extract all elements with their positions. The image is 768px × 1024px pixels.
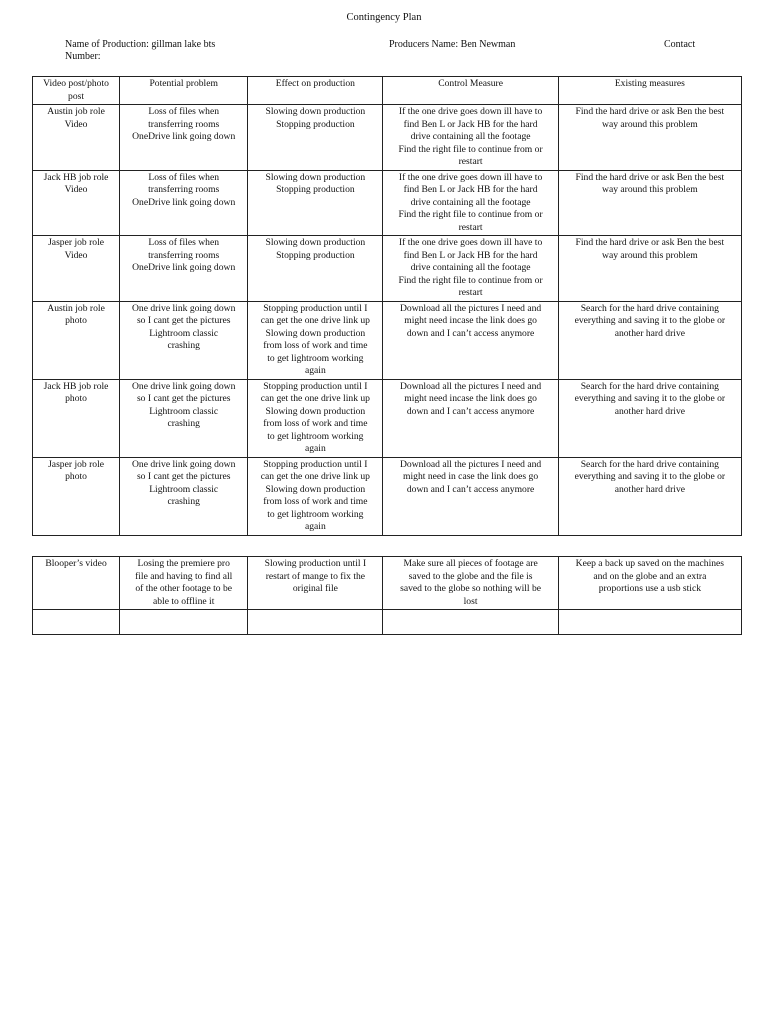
blooper-table (32, 556, 742, 635)
control-line: restart (458, 221, 483, 233)
problem-line: Loss of files when (148, 237, 219, 248)
problem-line: of the other footage to be (135, 583, 233, 594)
existing-line: everything and saving it to the globe or (574, 315, 726, 326)
existing-line: Search for the hard drive containing (580, 380, 719, 392)
header-cell: Video post/photo post (33, 77, 120, 105)
production-name: Name of Production: gillman lake bts (65, 39, 216, 50)
effect-line: Slowing down production (265, 106, 366, 117)
control-line: drive containing all the footage (410, 131, 531, 142)
control-cell (383, 557, 558, 610)
control-line: might need in case the link does go (403, 471, 539, 482)
existing-line: Find the hard drive or ask Ben the best (575, 106, 725, 117)
effect-line: Slowing down production (265, 405, 366, 417)
effect-line: Stopping production until I (263, 380, 368, 392)
table-row (33, 105, 742, 171)
control-cell (383, 236, 558, 302)
control-line: Find the right file to continue from or (398, 209, 543, 220)
post-line: photo (65, 393, 87, 404)
problem-line: Loss of files when (148, 106, 219, 117)
problem-line: OneDrive link going down (132, 131, 236, 142)
existing-cell (558, 170, 741, 236)
effect-cell (248, 236, 383, 302)
post-cell (33, 170, 120, 236)
contingency-table (32, 76, 742, 536)
existing-line: Search for the hard drive containing (580, 458, 719, 470)
problem-line: crashing (167, 418, 200, 429)
existing-line: everything and saving it to the globe or (574, 471, 726, 482)
existing-line: proportions use a usb stick (598, 583, 702, 594)
existing-line: way around this problem (602, 184, 698, 195)
problem-line: OneDrive link going down (132, 196, 236, 208)
effect-cell (248, 457, 383, 535)
control-line: down and I can’t access anymore (406, 405, 535, 417)
effect-cell (248, 301, 383, 379)
existing-cell (558, 557, 741, 610)
post-cell (33, 301, 120, 379)
post-line: Jasper job role (48, 458, 105, 470)
effect-line: again (304, 365, 326, 376)
document-title: Contingency Plan (346, 12, 422, 23)
post-line: Jack HB job role (43, 380, 109, 392)
problem-line: Lightroom classic (149, 405, 219, 417)
post-line: Video (64, 118, 88, 130)
problem-line: transferring rooms (148, 118, 220, 130)
effect-line: can get the one drive link up (260, 471, 370, 482)
problem-cell (120, 236, 248, 302)
post-cell (33, 379, 120, 457)
empty-cell (33, 610, 120, 635)
control-line: Make sure all pieces of footage are (403, 558, 538, 569)
problem-line: transferring rooms (148, 249, 220, 261)
problem-line: One drive link going down (132, 458, 236, 470)
effect-line: again (304, 443, 326, 454)
post-cell (33, 557, 120, 610)
existing-line: way around this problem (602, 249, 698, 261)
existing-line: way around this problem (602, 118, 698, 130)
control-line: Download all the pictures I need and (399, 458, 542, 470)
control-line: saved to the globe so nothing will be (400, 583, 542, 594)
existing-line: Keep a back up saved on the machines (575, 558, 725, 569)
header-cell: Control Measure (383, 77, 558, 105)
header-cell: Effect on production (248, 77, 383, 105)
problem-cell (120, 105, 248, 171)
control-line: If the one drive goes down ill have to (398, 106, 543, 117)
existing-cell (558, 457, 741, 535)
problem-line: transferring rooms (148, 184, 220, 195)
effect-line: to get lightroom working (267, 430, 364, 442)
effect-line: Stopping production until I (263, 302, 368, 314)
effect-line: Stopping production until I (263, 458, 368, 470)
problem-line: able to offline it (153, 595, 215, 607)
control-line: find Ben L or Jack HB for the hard (403, 118, 538, 130)
existing-line: everything and saving it to the globe or (574, 393, 726, 404)
post-line: Video (64, 249, 88, 261)
contingency-table-body (33, 77, 742, 536)
problem-cell (120, 557, 248, 610)
existing-line: Find the hard drive or ask Ben the best (575, 237, 725, 248)
empty-cell (383, 610, 558, 635)
post-line: photo (65, 471, 87, 482)
problem-line: so I cant get the pictures (136, 393, 231, 404)
existing-line: another hard drive (614, 405, 686, 417)
effect-line: Slowing production until I (264, 558, 367, 569)
problem-line: crashing (167, 340, 200, 351)
control-cell (383, 379, 558, 457)
existing-cell (558, 105, 741, 171)
effect-line: from loss of work and time (263, 418, 368, 429)
effect-line: Slowing down production (265, 237, 366, 248)
problem-line: Lightroom classic (149, 483, 219, 495)
control-cell (383, 301, 558, 379)
empty-cell (248, 610, 383, 635)
control-line: restart (458, 156, 483, 167)
empty-cell (558, 610, 741, 635)
post-line: Blooper’s video (45, 558, 107, 569)
post-line: photo (65, 315, 87, 326)
effect-line: from loss of work and time (263, 340, 368, 351)
post-line: Jack HB job role (43, 171, 109, 183)
effect-line: from loss of work and time (263, 496, 368, 507)
existing-cell (558, 301, 741, 379)
post-line: Austin job role (47, 302, 105, 314)
problem-cell (120, 457, 248, 535)
problem-line: OneDrive link going down (132, 262, 236, 273)
control-line: drive containing all the footage (410, 196, 531, 208)
control-line: find Ben L or Jack HB for the hard (403, 249, 538, 261)
problem-cell (120, 301, 248, 379)
table-row (33, 379, 742, 457)
effect-line: can get the one drive link up (260, 393, 370, 404)
effect-line: can get the one drive link up (260, 315, 370, 326)
effect-cell (248, 557, 383, 610)
control-line: restart (458, 287, 483, 298)
problem-line: One drive link going down (132, 302, 236, 314)
effect-line: to get lightroom working (267, 508, 364, 520)
control-line: Find the right file to continue from or (398, 274, 543, 286)
post-line: Austin job role (47, 106, 105, 117)
effect-cell (248, 105, 383, 171)
control-line: find Ben L or Jack HB for the hard (403, 184, 538, 195)
header-cell: Potential problem (120, 77, 248, 105)
contact-label: Contact (664, 39, 696, 50)
effect-line: Stopping production (276, 184, 355, 195)
problem-line: file and having to find all (135, 570, 233, 582)
control-line: saved to the globe and the file is (408, 570, 533, 582)
effect-line: Slowing down production (265, 483, 366, 495)
problem-line: One drive link going down (132, 380, 236, 392)
post-cell (33, 457, 120, 535)
effect-line: Slowing down production (265, 171, 366, 183)
effect-cell (248, 170, 383, 236)
table-header-row (33, 77, 742, 105)
effect-line: Stopping production (276, 118, 355, 130)
control-cell (383, 105, 558, 171)
control-line: Find the right file to continue from or (398, 143, 543, 155)
existing-cell (558, 379, 741, 457)
control-line: Download all the pictures I need and (399, 380, 542, 392)
post-cell (33, 105, 120, 171)
control-line: might need incase the link does go (404, 393, 537, 404)
header-cell: Existing measures (558, 77, 741, 105)
blooper-table-body (33, 557, 742, 635)
blooper-row (33, 557, 742, 610)
table-row (33, 457, 742, 535)
control-line: lost (463, 595, 478, 607)
post-line: Video (64, 184, 88, 195)
existing-line: Search for the hard drive containing (580, 302, 719, 314)
effect-line: to get lightroom working (267, 352, 364, 364)
control-line: If the one drive goes down ill have to (398, 171, 543, 183)
existing-line: another hard drive (614, 327, 686, 339)
post-line: Jasper job role (48, 237, 105, 248)
number-label: Number: (65, 51, 101, 62)
table-row (33, 301, 742, 379)
problem-line: so I cant get the pictures (136, 315, 231, 326)
post-cell (33, 236, 120, 302)
problem-line: Losing the premiere pro (137, 558, 230, 569)
control-cell (383, 457, 558, 535)
effect-line: Stopping production (276, 249, 355, 261)
effect-line: restart of mange to fix the (265, 570, 366, 582)
existing-line: and on the globe and an extra (593, 570, 707, 582)
problem-cell (120, 379, 248, 457)
control-line: Download all the pictures I need and (399, 302, 542, 314)
table-row (33, 236, 742, 302)
control-line: drive containing all the footage (410, 262, 531, 273)
problem-line: Loss of files when (148, 171, 219, 183)
existing-line: another hard drive (614, 483, 686, 495)
effect-line: again (304, 521, 326, 532)
empty-row (33, 610, 742, 635)
problem-line: Lightroom classic (149, 327, 219, 339)
control-line: down and I can’t access anymore (406, 483, 535, 495)
problem-cell (120, 170, 248, 236)
control-line: If the one drive goes down ill have to (398, 237, 543, 248)
existing-line: Find the hard drive or ask Ben the best (575, 171, 725, 183)
problem-line: crashing (167, 496, 200, 507)
effect-line: Slowing down production (265, 327, 366, 339)
empty-cell (120, 610, 248, 635)
table-row (33, 170, 742, 236)
existing-cell (558, 236, 741, 302)
problem-line: so I cant get the pictures (136, 471, 231, 482)
control-line: down and I can’t access anymore (406, 327, 535, 339)
effect-cell (248, 379, 383, 457)
effect-line: original file (292, 583, 338, 594)
control-line: might need incase the link does go (404, 315, 537, 326)
control-cell (383, 170, 558, 236)
producer-name: Producers Name: Ben Newman (389, 39, 516, 50)
